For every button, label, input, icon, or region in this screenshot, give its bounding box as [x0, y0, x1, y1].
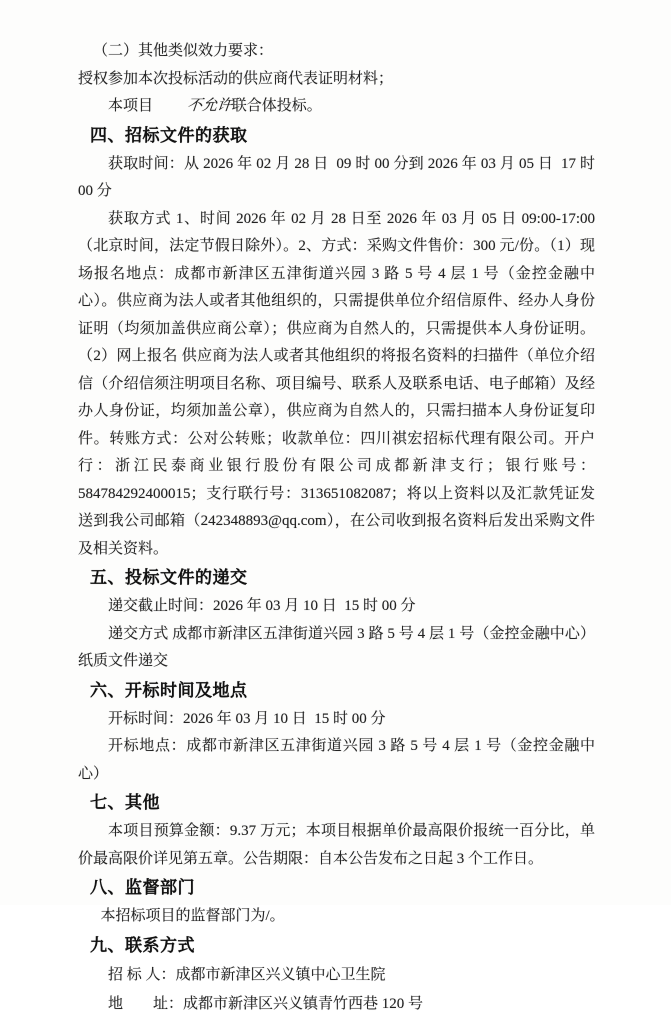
- supervision-paragraph: 本招标项目的监督部门为/。: [100, 908, 285, 924]
- section-heading-other: 七、其他: [90, 793, 160, 812]
- section-heading-document-acquisition: 四、招标文件的获取: [90, 125, 248, 145]
- section-heading-contact: 九、联系方式: [90, 935, 195, 955]
- clause-heading: （二）其他类似效力要求：: [93, 43, 274, 59]
- budget-paragraph: 本项目预算金额：9.37 万元；本项目根据单价最高限价报统一百分比，单价最高限价详见第五章。公告期限：自本公告发布之日起 3 个工作日。: [78, 823, 595, 867]
- acquisition-method-paragraph: 获取方式 1、时间 2026 年 02 月 28 日至 2026 年 03 月 05 日 09:00-17:00（北京时间，法定节假日除外）。2、方式：采购文件售价：300 元/份。（1）现场报名地点：成都市新津区五津街道兴园 3 路 5 号 4 层 1 号（金控金融中心）。供应商为法人或者其他组织的，只需提供单位介绍信原件、经办人身份证明（均须加盖供应商公章）；供应商为自然人的，只需提供本人身份证明。（2）网上报名 供应商为法人或者其他组织的将报名资料的扫描件（单位介绍信（介绍信须注明项目名称、项目编号、联系人及联系电话、电子邮箱）及经办人身份证，均须加盖公章），供应商为自然人的，只需扫描本人身份证复印件。转账方式：公对公转账；收款单位：四川祺宏招标代理有限公司。开户行：浙江民泰商业银行股份有限公司成都新津支行；银行账号：584784292400015；支行联行号：313651082087；将以上资料以及汇款凭证发送到我公司邮箱（242348893@qq.com），在公司收到报名资料后发出采购文件及相关资料。: [78, 210, 595, 557]
- section-heading-bid-opening: 六、开标时间及地点: [90, 680, 248, 700]
- opening-place-paragraph: 开标地点：成都市新津区五津街道兴园 3 路 5 号 4 层 1 号（金控金融中心）: [78, 738, 595, 782]
- section-heading-supervision: 八、监督部门: [90, 878, 195, 897]
- address-contact-line: 地 址：成都市新津区兴义镇青竹西巷 120 号: [108, 995, 424, 1012]
- opening-time-paragraph: 开标时间：2026 年 03 月 10 日 15 时 00 分: [108, 710, 386, 727]
- section-heading-bid-submission: 五、投标文件的递交: [90, 568, 248, 587]
- authorization-line: 授权参加本次投标活动的供应商代表证明材料；: [78, 70, 394, 87]
- submission-deadline-paragraph: 递交截止时间：2026 年 03 月 10 日 15 时 00 分: [108, 598, 416, 614]
- joint-bid-emphasis: 不允许: [186, 98, 233, 114]
- joint-bid-line: [78, 93, 595, 121]
- acquisition-time-paragraph: 获取时间：从 2026 年 02 月 28 日 09 时 00 分到 2026 年 03 月 05 日 17 时 00 分: [78, 155, 599, 199]
- bidder-contact-line: 招 标 人：成都市新津区兴义镇中心卫生院: [108, 966, 386, 983]
- joint-bid-suffix: 联合体投标。: [231, 98, 322, 114]
- submission-method-paragraph: 递交方式 成都市新津区五津街道兴园 3 路 5 号 4 层 1 号（金控金融中心）纸质文件递交: [78, 625, 595, 669]
- joint-bid-prefix: 本项目: [108, 98, 157, 114]
